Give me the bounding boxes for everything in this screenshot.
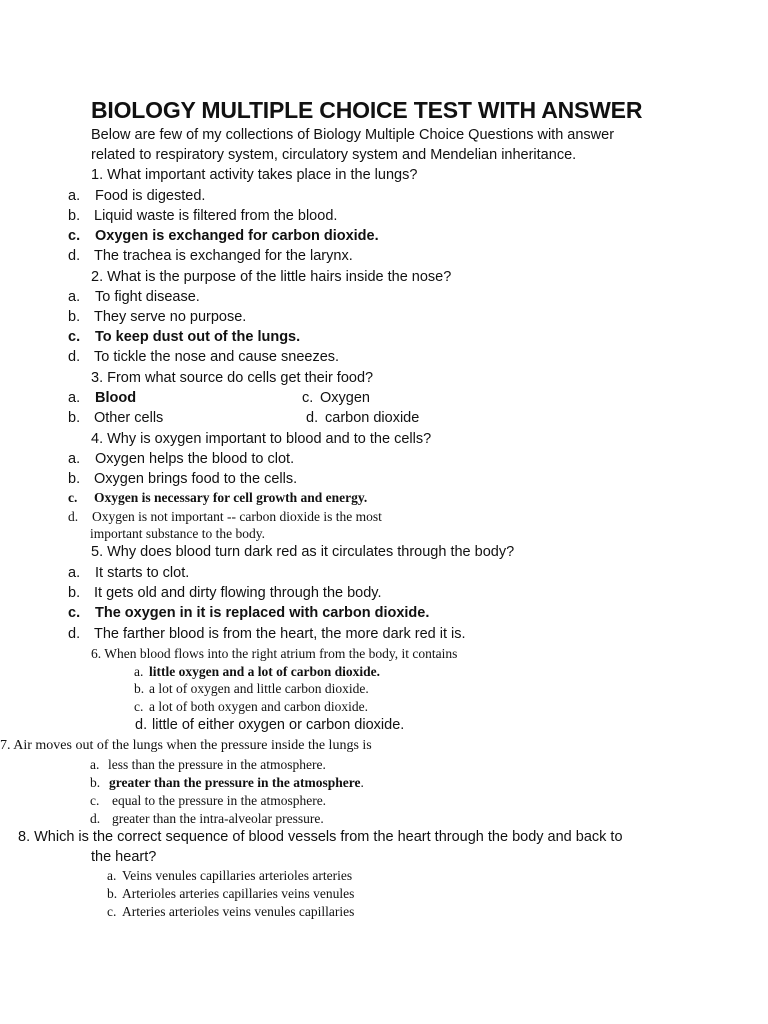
question-2: 2. What is the purpose of the little hairs inside the nose? <box>91 269 452 285</box>
q6-option-c: c. a lot of both oxygen and carbon dioxide. <box>134 699 368 714</box>
q6-option-b: b. a lot of oxygen and little carbon dioxide. <box>134 681 369 696</box>
intro-line-2: related to respiratory system, circulatory system and Mendelian inheritance. <box>91 147 577 163</box>
intro-line-1: Below are few of my collections of Biology Multiple Choice Questions with answer <box>91 127 615 143</box>
q7-option-a: a. less than the pressure in the atmosphere. <box>90 757 326 772</box>
q3-option-b: b. Other cells <box>68 410 164 426</box>
question-3: 3. From what source do cells get their food? <box>91 370 374 386</box>
q7-option-b-answer: b. greater than the pressure in the atmosphere. <box>90 775 364 790</box>
q7-option-c: c. equal to the pressure in the atmosphere. <box>90 793 327 808</box>
q3-option-d: d. carbon dioxide <box>306 410 420 426</box>
q5-option-d: d. The farther blood is from the heart, the more dark red it is. <box>68 626 466 642</box>
q2-option-a: a. To fight disease. <box>68 289 200 305</box>
q4-option-a: a. Oxygen helps the blood to clot. <box>68 451 295 467</box>
question-8-continued: the heart? <box>91 849 157 865</box>
q5-option-b: b. It gets old and dirty flowing through the body. <box>68 585 382 601</box>
q4-option-d: d. Oxygen is not important -- carbon dioxide is the most <box>68 509 382 524</box>
question-4: 4. Why is oxygen important to blood and to the cells? <box>91 431 432 447</box>
q4-option-c-answer: c. Oxygen is necessary for cell growth and energy. <box>68 490 368 505</box>
q2-option-c-answer: c. To keep dust out of the lungs. <box>68 329 301 345</box>
q8-option-c: c. Arteries arterioles veins venules capillaries <box>107 904 355 919</box>
q3-option-a: a. Blood <box>68 390 137 406</box>
q5-option-c-answer: c. The oxygen in it is replaced with carbon dioxide. <box>68 605 430 621</box>
q3-option-c: c. Oxygen <box>302 390 370 406</box>
q6-option-d: d. little of either oxygen or carbon dioxide. <box>135 717 405 733</box>
q1-option-d: d. The trachea is exchanged for the larynx. <box>68 248 353 264</box>
question-5: 5. Why does blood turn dark red as it circulates through the body? <box>91 544 515 560</box>
question-1: 1. What important activity takes place in the lungs? <box>91 167 418 183</box>
q6-option-a-answer: a. little oxygen and a lot of carbon dioxide. <box>134 664 381 679</box>
question-7: 7. Air moves out of the lungs when the pressure inside the lungs is <box>0 738 372 753</box>
question-6: 6. When blood flows into the right atrium from the body, it contains <box>91 646 458 661</box>
page-title: BIOLOGY MULTIPLE CHOICE TEST WITH ANSWER <box>91 97 643 123</box>
q1-option-b: b. Liquid waste is filtered from the blood. <box>68 208 338 224</box>
q1-option-c-answer: c. Oxygen is exchanged for carbon dioxide. <box>68 228 379 244</box>
q1-option-a: a. Food is digested. <box>68 188 206 204</box>
q4-option-d-continued: important substance to the body. <box>90 526 265 541</box>
q2-option-d: d. To tickle the nose and cause sneezes. <box>68 349 340 365</box>
q4-option-b: b. Oxygen brings food to the cells. <box>68 471 298 487</box>
q7-option-d: d. greater than the intra-alveolar pressure. <box>90 811 324 826</box>
q8-option-a: a. Veins venules capillaries arterioles arteries <box>107 868 353 883</box>
q2-option-b: b. They serve no purpose. <box>68 309 247 325</box>
question-8: 8. Which is the correct sequence of blood vessels from the heart through the body and back to <box>18 829 623 845</box>
q8-option-b: b. Arterioles arteries capillaries veins venules <box>107 886 355 901</box>
q5-option-a: a. It starts to clot. <box>68 565 190 581</box>
